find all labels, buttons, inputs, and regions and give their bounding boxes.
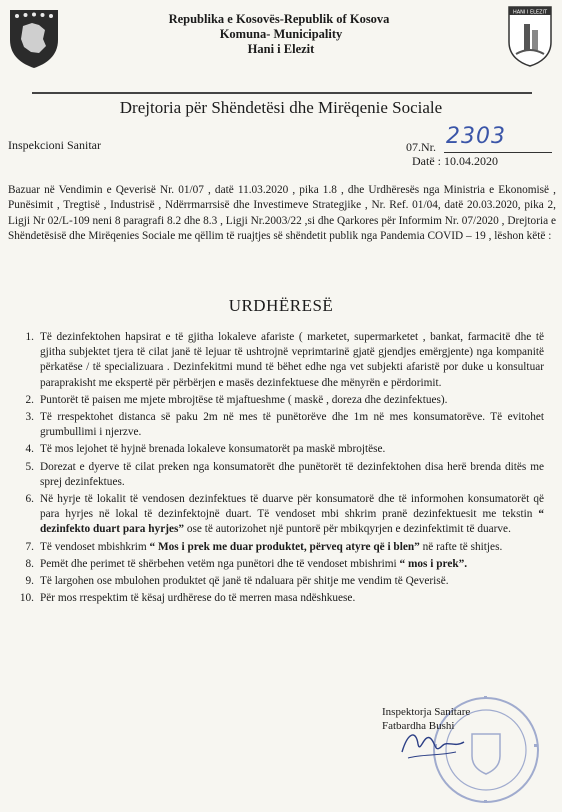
svg-text:HANI I ELEZIT: HANI I ELEZIT <box>512 9 548 16</box>
letterhead-country: Republika e Kosovës-Republik of Kosova <box>168 12 390 26</box>
list-item-number: 5. <box>25 460 34 473</box>
list-item-emphasis: “ Mos i prek me duar produktet, përveq atyre që i blen” <box>149 540 420 553</box>
list-item <box>14 330 544 391</box>
list-item <box>14 540 544 555</box>
signatory-role: Inspektorja Sanitare <box>382 706 471 718</box>
department-label: Inspekcioni Sanitar <box>8 138 101 152</box>
letterhead-municipality-name: Hani i Elezit <box>247 42 315 56</box>
reference-underline <box>444 152 552 153</box>
list-item <box>14 574 544 589</box>
header-divider <box>32 92 532 94</box>
list-item-text: Të largohen ose mbulohen produktet që janë të ndaluara për shitje me vendim të Qeverisë. <box>40 575 449 588</box>
list-item-number: 7. <box>25 540 34 553</box>
list-item-number: 1. <box>25 331 34 343</box>
list-item-text: Të rrespektohet distanca së paku 2m në mes të punëtorëve dhe 1m në mes konsumatorëve. Të evitohet grumbullimi i njerzve. <box>40 411 544 439</box>
order-items-list <box>14 330 544 608</box>
list-item <box>14 460 544 490</box>
reference-number-value: 2303 <box>446 124 506 149</box>
directorate-title: Drejtoria për Shëndetësi dhe Mirëqenie Sociale <box>119 98 443 117</box>
signatory-name: Fatbardha Bushi <box>382 720 455 732</box>
list-item <box>14 410 544 440</box>
list-item-text: në rafte të shitjes. <box>419 540 503 553</box>
list-item-number: 6. <box>25 493 34 506</box>
list-item-number: 9. <box>25 575 34 588</box>
reference-number-label: 07.Nr. <box>406 140 436 154</box>
list-item-text: Për mos rrespektim të kësaj urdhërese do të merren masa ndëshkuese. <box>40 592 356 605</box>
letterhead-municipality-label: Komuna- Municipality <box>219 27 343 41</box>
letterhead <box>0 9 562 57</box>
list-item-number: 8. <box>25 557 34 570</box>
list-item-text: Të vendoset mbishkrim <box>40 540 150 553</box>
order-title: URDHËRESË <box>228 296 334 315</box>
list-item <box>14 492 544 538</box>
list-item-text: Të mos lejohet të hyjnë brenada lokaleve konsumatorët pa maskë mbrojtëse. <box>40 443 386 456</box>
list-item-text: Të dezinfektohen hapsirat e të gjitha lokaleve afariste ( marketet, supermarketet , bankat, farmacitë dhe të gjitha subjektet tjera të cilat janë të lejuar të ushtrojnë veprimtarinë gjatë gjendjes emërgjente) nga kompanitë përkatëse / të specializuara . Dezinfekitmi mund të bëhet edhe nga vet subjekti afaristë por duke u konsultuar paraprakisht me ekspertë për përbërjen e masës dezinfektuese dhe mënyrën e përdorimit. <box>40 331 544 389</box>
list-item-number: 4. <box>25 443 34 456</box>
list-item <box>14 393 544 408</box>
list-item-text: Pemët dhe perimet të shërbehen vetëm nga punëtori dhe të vendoset mbishrimi <box>40 557 400 570</box>
list-item <box>14 557 544 572</box>
list-item-text: Puntorët të paisen me mjete mbrojtëse të mjaftueshme ( maskë , doreza dhe dezinfektues). <box>40 393 448 406</box>
list-item <box>14 591 544 606</box>
list-item-text: ose të autorizohet një puntorë për mbikqyrjen e dezinfektimit të duarve. <box>184 523 511 536</box>
document-date: Datë : 10.04.2020 <box>412 154 498 168</box>
list-item <box>14 442 544 457</box>
list-item-emphasis: “ mos i prek”. <box>399 557 468 570</box>
list-item-emphasis: “ dezinfekto duart para hyrjes” <box>40 508 544 536</box>
list-item-number: 10. <box>19 592 34 605</box>
list-item-number: 2. <box>25 393 34 406</box>
list-item-number: 3. <box>25 411 34 424</box>
list-item-text: Dorezat e dyerve të cilat preken nga konsumatorët dhe punëtorët të dezinfektohen disa herë brenda ditës me sprej dezinfektues. <box>40 460 544 488</box>
intro-paragraph: Bazuar në Vendimin e Qeverisë Nr. 01/07 , datë 11.03.2020 , pika 1.8 , dhe Urdhëresës nga Ministria e Ekonomisë , Punësimit , Tregtisë , Industrisë , Ndërrmarrsisë dhe Investimeve Strategjike , Nr. Ref. 01/04, datë 20.03.2020, pika 2, Ligji Nr 02/L-109 neni 8 paragrafi 8.2 dhe 8.3 , Ligji Nr.2003/22 ,si dhe Qarkores për Informim Nr. 07/2020 , Drejtoria e Shëndetësisë dhe Mirëqenies Sociale me qëllim të ruajtjes së shëndetit publik nga Pandemia COVID – 19 , lëshon këtë : <box>8 184 556 243</box>
list-item-text: Në hyrje të lokalit të vendosen dezinfektues të duarve për konsumatorë dhe të informohen konsumatorët që para hyrjes në lokal të dezinfektojnë duart. Të vendoset mbi shkrim pranë dezinfektuesit me tekstin <box>40 493 544 521</box>
signature-block <box>382 705 470 733</box>
